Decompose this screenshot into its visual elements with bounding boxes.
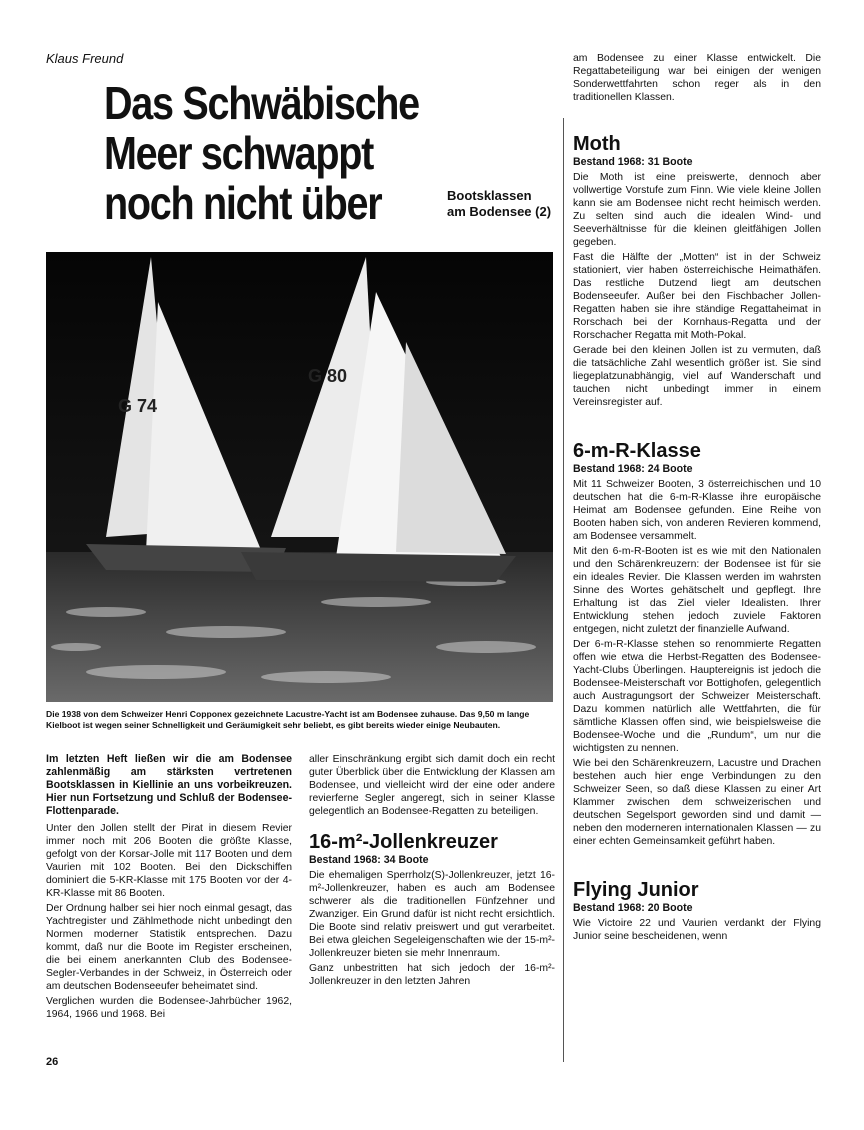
sailboats-photo [46, 252, 553, 702]
section-subtitle: Bestand 1968: 24 Boote [573, 463, 693, 475]
sail-number-left: G 74 [118, 396, 158, 416]
column-1 [46, 753, 292, 1023]
headline-line: Meer schwappt [104, 127, 374, 179]
headline-line: Das Schwäbische [104, 77, 419, 129]
column-divider [563, 118, 564, 1062]
paragraph: Die ehemaligen Sperrholz(S)-Jollenkreuzer, jetzt 16-m²-Jollenkreuzer, haben es auch am Bodensee schwerer als die traditionellen Fünfzehner und Zwanziger. Ein Grund dafür ist nicht recht ersichtlich. Die Boote sind relativ preiswert und gut verarbeitet. Bei etwa gleichen Segeleigenschaften wie der 15-m²-Jollenkreuzer bieten sie mehr Innenraum. [309, 870, 555, 959]
section-subtitle: Bestand 1968: 20 Boote [573, 902, 693, 914]
headline-line: noch nicht über [104, 177, 382, 229]
paragraph: aller Einschränkung ergibt sich damit doch ein recht guter Überblick über die Entwicklung der Klassen am Bodensee, und vielleicht wird der eine oder andere revierferne Segler angeregt, sich in seiner Klasse gelegentlich an Bodensee-Regatten zu beteiligen. [309, 754, 555, 817]
column-3 [573, 52, 821, 945]
section-subtitle: Bestand 1968: 31 Boote [573, 156, 693, 168]
section-title: 6-m-R-Klasse [573, 440, 701, 462]
subhead [447, 188, 551, 220]
section-title: 16-m²-Jollenkreuzer [309, 831, 498, 853]
subhead-line: am Bodensee (2) [447, 204, 552, 219]
paragraph: Verglichen wurden die Bodensee-Jahrbücher 1962, 1964, 1966 und 1968. Bei [46, 996, 292, 1020]
paragraph: Wie Victoire 22 und Vaurien verdankt der Flying Junior seine bescheidenen, wenn [573, 918, 821, 942]
paragraph: Der Ordnung halber sei hier noch einmal gesagt, das Yachtregister und Zählmethode nicht unbedingt den Normen moderner Statistik entsprechen. Dazu kommt, daß nur die Boote im Register erscheinen, die bei einem anerkannten Club des Bodensee-Segler-Verbandes in der Schweiz, in Österreich oder am deutschen Bodenseeufer beheimatet sind. [46, 903, 292, 992]
section-subtitle: Bestand 1968: 34 Boote [309, 854, 429, 866]
sail-number-right: G 80 [308, 366, 348, 386]
section-title: Moth [573, 133, 621, 155]
lead-paragraph: Im letzten Heft ließen wir die am Bodensee zahlenmäßig am stärksten vertretenen Bootsklassen in Kiellinie an uns vorbeikreuzen. Hier nun Fortsetzung und Schluß der Bodensee-Flottenparade. [46, 753, 292, 817]
paragraph: Wie bei den Schärenkreuzern, Lacustre und Drachen bestehen auch hier enge Verbindungen zu den Schweizer Seen, so daß diese Klassen zu einer Art Klammer zwischen dem schweizerischen und deutschen Segelsport geworden sind und damit — neben den moderneren internationalen Klassen — zu einer echten Gemeinsamkeit geführt haben. [573, 758, 821, 847]
author: Klaus Freund [46, 51, 124, 66]
section-title: Flying Junior [573, 879, 699, 901]
sailboats-illustration [46, 252, 553, 702]
paragraph: am Bodensee zu einer Klasse entwickelt. Die Regattabeteiligung war bei einigen der wenigen Sonderwettfahrten schon reger als in den traditionellen Klassen. [573, 53, 821, 103]
paragraph: Mit den 6-m-R-Booten ist es wie mit den Nationalen und den Schärenkreuzern: der Bodensee ist für sie ein ideales Revier. Die Klassen werden im wahrsten Sinne des Wortes gehätschelt und gepflegt. Ihre Erhaltung ist das Ziel vieler Idealisten. Ihrer Entwicklung stehen jedoch zuviele Faktoren entgegen, nicht zuletzt der finanzielle Aufwand. [573, 546, 821, 635]
headline [104, 77, 419, 229]
paragraph: Mit 11 Schweizer Booten, 3 österreichischen und 10 deutschen hat die 6-m-R-Klasse ihre europäische Heimat am Bodensee gefunden. Eine Reihe von Booten haben sich, von anderen Revieren kommend, am Bodensee versammelt. [573, 479, 821, 542]
photo-caption: Die 1938 von dem Schweizer Henri Copponex gezeichnete Lacustre-Yacht ist am Bodensee zuhause. Das 9,50 m lange Kielboot ist wegen seiner Schnelligkeit und Geräumigkeit sehr beliebt, es gibt bereits wieder einige Neubauten. [46, 709, 530, 730]
column-2 [309, 753, 555, 990]
paragraph: Die Moth ist eine preiswerte, dennoch aber vollwertige Vorstufe zum Finn. Wie viele kleine Jollen kann sie am Bodensee nicht recht heimisch werden. Zu selten sind auch die idealen Wind- und Seeverhältnisse für die kleinen gleitfähigen Jollen gegeben. [573, 172, 821, 248]
paragraph: Ganz unbestritten hat sich jedoch der 16-m²-Jollenkreuzer in den letzten Jahren [309, 963, 555, 987]
subhead-line: Bootsklassen [447, 188, 532, 203]
paragraph: Fast die Hälfte der „Motten“ ist in der Schweiz stationiert, vier haben österreichische Heimathäfen. Das restliche Dutzend liegt am deutschen Bodenseeufer. Außer bei den Fischbacher Jollen-Regatten haben sie ihre ständige Regattaheimat in Rorschach bei der Kornhaus-Regatta und der Rorschacher Regatta mit Moth-Pokal. [573, 252, 821, 341]
page-number: 26 [46, 1056, 59, 1068]
paragraph: Gerade bei den kleinen Jollen ist zu vermuten, daß die tatsächliche Zahl wesentlich größer ist. Sie sind liegeplatzunabhängig, viel auf Wanderschaft und tauchen nicht unbedingt immer in einem Vereinsregister auf. [573, 345, 821, 408]
paragraph: Unter den Jollen stellt der Pirat in diesem Revier immer noch mit 206 Booten die größte Klasse, gefolgt von der Korsar-Jolle mit 117 Booten und dem Vaurien mit 102 Booten. Bei den Dickschiffen dominiert die 5-KR-Klasse mit 175 Booten vor der 4-KR-Klasse mit 86 Booten. [46, 823, 292, 899]
paragraph: Der 6-m-R-Klasse stehen so renommierte Regatten offen wie etwa die Herbst-Regatten des Bodensee-Yacht-Clubs Überlingen. Hauptereignis ist jedoch die Bodensee-Meisterschaft vor Bottighofen, gelegentlich auch Austragungsort der Schweizer Meisterschaft. Dazu kommen natürlich alle Wettfahrten, die für sämtliche Klassen offen sind, wie beispielsweise die Bodensee-Woche und die „Rundum“, um nur die wichtigsten zu nennen. [573, 639, 821, 754]
